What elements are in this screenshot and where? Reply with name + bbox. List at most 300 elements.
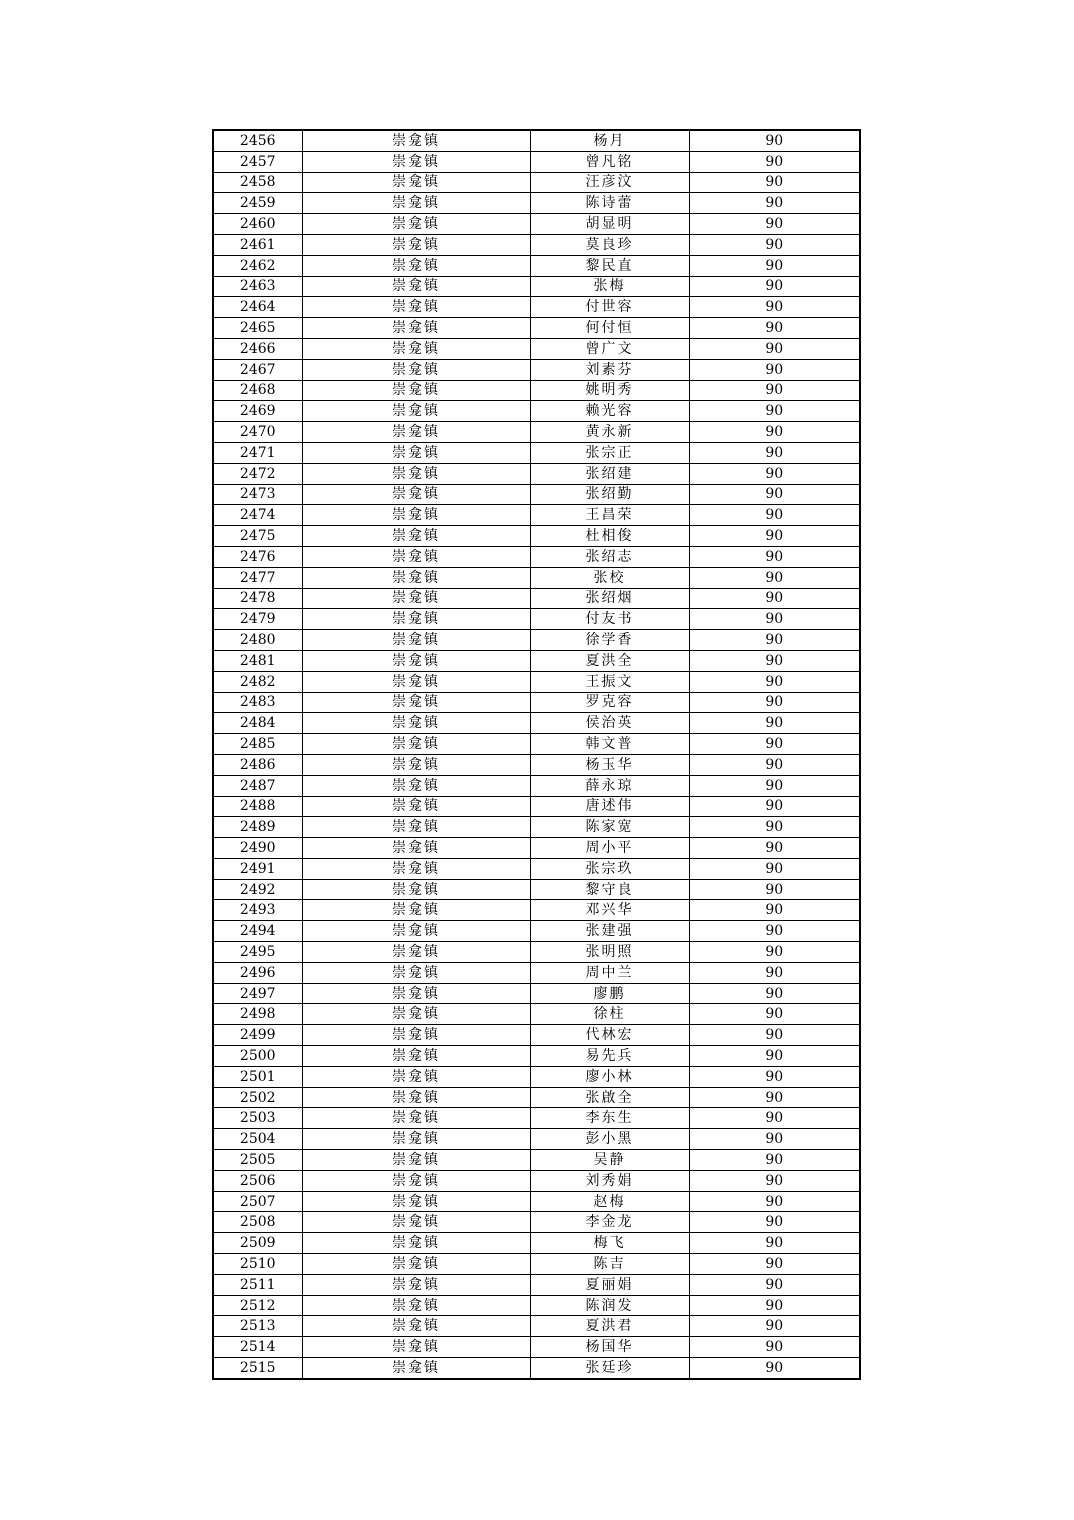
person-name-cell: 徐学香 [530,630,689,651]
table-row [213,1191,860,1212]
person-name-cell: 刘秀娟 [530,1170,689,1191]
town-cell: 崇龛镇 [302,650,530,671]
person-name-cell: 夏洪君 [530,1316,689,1337]
amount-cell: 90 [689,775,860,796]
table-row [213,983,860,1004]
person-name-cell: 张绍烟 [530,588,689,609]
amount-cell: 90 [689,921,860,942]
amount-cell: 90 [689,630,860,651]
amount-cell: 90 [689,838,860,859]
row-number-cell: 2470 [213,422,302,443]
table-row [213,942,860,963]
row-number-cell: 2494 [213,921,302,942]
person-name-cell: 刘素芬 [530,359,689,380]
row-number-cell: 2498 [213,1004,302,1025]
row-number-cell: 2469 [213,401,302,422]
row-number-cell: 2475 [213,526,302,547]
amount-cell: 90 [689,567,860,588]
town-cell: 崇龛镇 [302,255,530,276]
person-name-cell: 侯治英 [530,713,689,734]
person-name-cell: 张廷珍 [530,1358,689,1379]
row-number-cell: 2510 [213,1254,302,1275]
table-row [213,1004,860,1025]
row-number-cell: 2511 [213,1274,302,1295]
town-cell: 崇龛镇 [302,1087,530,1108]
amount-cell: 90 [689,754,860,775]
town-cell: 崇龛镇 [302,942,530,963]
row-number-cell: 2481 [213,650,302,671]
person-name-cell: 赵梅 [530,1191,689,1212]
row-number-cell: 2471 [213,442,302,463]
row-number-cell: 2462 [213,255,302,276]
row-number-cell: 2467 [213,359,302,380]
table-row [213,1233,860,1254]
town-cell: 崇龛镇 [302,921,530,942]
town-cell: 崇龛镇 [302,1316,530,1337]
amount-cell: 90 [689,484,860,505]
person-name-cell: 罗克容 [530,692,689,713]
amount-cell: 90 [689,1358,860,1379]
person-name-cell: 张宗玖 [530,858,689,879]
table-row [213,338,860,359]
table-row [213,151,860,172]
row-number-cell: 2456 [213,130,302,151]
row-number-cell: 2466 [213,338,302,359]
town-cell: 崇龛镇 [302,1150,530,1171]
row-number-cell: 2465 [213,318,302,339]
row-number-cell: 2468 [213,380,302,401]
person-name-cell: 李金龙 [530,1212,689,1233]
town-cell: 崇龛镇 [302,318,530,339]
town-cell: 崇龛镇 [302,422,530,443]
row-number-cell: 2485 [213,734,302,755]
table-row [213,546,860,567]
amount-cell: 90 [689,151,860,172]
person-name-cell: 付友书 [530,609,689,630]
town-cell: 崇龛镇 [302,1295,530,1316]
person-name-cell: 周小平 [530,838,689,859]
table-row [213,609,860,630]
town-cell: 崇龛镇 [302,1254,530,1275]
recipient-table-body [213,130,860,1379]
person-name-cell: 胡显明 [530,214,689,235]
amount-cell: 90 [689,359,860,380]
table-row [213,817,860,838]
table-row [213,671,860,692]
amount-cell: 90 [689,1295,860,1316]
person-name-cell: 张绍志 [530,546,689,567]
table-row [213,1316,860,1337]
amount-cell: 90 [689,1046,860,1067]
person-name-cell: 杨国华 [530,1337,689,1358]
row-number-cell: 2506 [213,1170,302,1191]
amount-cell: 90 [689,692,860,713]
row-number-cell: 2495 [213,942,302,963]
row-number-cell: 2482 [213,671,302,692]
amount-cell: 90 [689,588,860,609]
person-name-cell: 张宗正 [530,442,689,463]
amount-cell: 90 [689,214,860,235]
amount-cell: 90 [689,713,860,734]
amount-cell: 90 [689,442,860,463]
amount-cell: 90 [689,338,860,359]
person-name-cell: 黎民直 [530,255,689,276]
person-name-cell: 张梅 [530,276,689,297]
person-name-cell: 付世容 [530,297,689,318]
row-number-cell: 2460 [213,214,302,235]
town-cell: 崇龛镇 [302,567,530,588]
person-name-cell: 张啟全 [530,1087,689,1108]
town-cell: 崇龛镇 [302,172,530,193]
table-row [213,214,860,235]
amount-cell: 90 [689,817,860,838]
town-cell: 崇龛镇 [302,734,530,755]
person-name-cell: 杜相俊 [530,526,689,547]
row-number-cell: 2514 [213,1337,302,1358]
row-number-cell: 2508 [213,1212,302,1233]
person-name-cell: 陈诗蕾 [530,193,689,214]
row-number-cell: 2474 [213,505,302,526]
amount-cell: 90 [689,318,860,339]
amount-cell: 90 [689,1212,860,1233]
amount-cell: 90 [689,172,860,193]
amount-cell: 90 [689,942,860,963]
amount-cell: 90 [689,1191,860,1212]
amount-cell: 90 [689,650,860,671]
amount-cell: 90 [689,193,860,214]
person-name-cell: 梅飞 [530,1233,689,1254]
person-name-cell: 薛永琼 [530,775,689,796]
town-cell: 崇龛镇 [302,401,530,422]
row-number-cell: 2457 [213,151,302,172]
town-cell: 崇龛镇 [302,1191,530,1212]
person-name-cell: 何付恒 [530,318,689,339]
table-row [213,234,860,255]
row-number-cell: 2480 [213,630,302,651]
person-name-cell: 廖小林 [530,1066,689,1087]
town-cell: 崇龛镇 [302,692,530,713]
table-row [213,567,860,588]
person-name-cell: 张校 [530,567,689,588]
town-cell: 崇龛镇 [302,484,530,505]
table-row [213,879,860,900]
table-row [213,505,860,526]
person-name-cell: 陈润发 [530,1295,689,1316]
row-number-cell: 2486 [213,754,302,775]
amount-cell: 90 [689,1025,860,1046]
person-name-cell: 莫良珍 [530,234,689,255]
table-row [213,1254,860,1275]
table-row [213,1212,860,1233]
table-row [213,921,860,942]
person-name-cell: 韩文普 [530,734,689,755]
person-name-cell: 邓兴华 [530,900,689,921]
row-number-cell: 2497 [213,983,302,1004]
person-name-cell: 彭小黑 [530,1129,689,1150]
amount-cell: 90 [689,1108,860,1129]
town-cell: 崇龛镇 [302,1004,530,1025]
row-number-cell: 2483 [213,692,302,713]
row-number-cell: 2479 [213,609,302,630]
row-number-cell: 2490 [213,838,302,859]
table-row [213,734,860,755]
table-row [213,1358,860,1379]
table-row [213,754,860,775]
town-cell: 崇龛镇 [302,1108,530,1129]
town-cell: 崇龛镇 [302,817,530,838]
table-row [213,318,860,339]
amount-cell: 90 [689,1233,860,1254]
town-cell: 崇龛镇 [302,1274,530,1295]
row-number-cell: 2503 [213,1108,302,1129]
table-row [213,297,860,318]
person-name-cell: 张明照 [530,942,689,963]
row-number-cell: 2476 [213,546,302,567]
row-number-cell: 2487 [213,775,302,796]
person-name-cell: 陈家宽 [530,817,689,838]
amount-cell: 90 [689,546,860,567]
row-number-cell: 2502 [213,1087,302,1108]
person-name-cell: 易先兵 [530,1046,689,1067]
town-cell: 崇龛镇 [302,359,530,380]
town-cell: 崇龛镇 [302,193,530,214]
amount-cell: 90 [689,1316,860,1337]
table-row [213,130,860,151]
row-number-cell: 2501 [213,1066,302,1087]
amount-cell: 90 [689,1004,860,1025]
amount-cell: 90 [689,734,860,755]
person-name-cell: 廖鹏 [530,983,689,1004]
town-cell: 崇龛镇 [302,380,530,401]
table-row [213,775,860,796]
table-row [213,526,860,547]
town-cell: 崇龛镇 [302,630,530,651]
person-name-cell: 黄永新 [530,422,689,443]
row-number-cell: 2488 [213,796,302,817]
table-row [213,422,860,443]
person-name-cell: 李东生 [530,1108,689,1129]
table-row [213,1295,860,1316]
town-cell: 崇龛镇 [302,609,530,630]
table-row [213,484,860,505]
table-row [213,796,860,817]
amount-cell: 90 [689,1066,860,1087]
table-row [213,401,860,422]
amount-cell: 90 [689,796,860,817]
town-cell: 崇龛镇 [302,1212,530,1233]
town-cell: 崇龛镇 [302,1046,530,1067]
table-row [213,588,860,609]
row-number-cell: 2499 [213,1025,302,1046]
town-cell: 崇龛镇 [302,1066,530,1087]
table-row [213,380,860,401]
row-number-cell: 2478 [213,588,302,609]
amount-cell: 90 [689,401,860,422]
town-cell: 崇龛镇 [302,983,530,1004]
amount-cell: 90 [689,609,860,630]
town-cell: 崇龛镇 [302,713,530,734]
row-number-cell: 2492 [213,879,302,900]
table-row [213,1108,860,1129]
table-row [213,692,860,713]
amount-cell: 90 [689,1337,860,1358]
person-name-cell: 唐述伟 [530,796,689,817]
town-cell: 崇龛镇 [302,858,530,879]
table-row [213,713,860,734]
table-row [213,172,860,193]
person-name-cell: 杨玉华 [530,754,689,775]
person-name-cell: 张绍建 [530,463,689,484]
town-cell: 崇龛镇 [302,879,530,900]
person-name-cell: 赖光容 [530,401,689,422]
table-row [213,1025,860,1046]
town-cell: 崇龛镇 [302,588,530,609]
row-number-cell: 2512 [213,1295,302,1316]
recipient-table [212,129,861,1380]
amount-cell: 90 [689,671,860,692]
table-row [213,1046,860,1067]
person-name-cell: 周中兰 [530,962,689,983]
table-row [213,1337,860,1358]
town-cell: 崇龛镇 [302,276,530,297]
person-name-cell: 曾凡铭 [530,151,689,172]
table-row [213,1087,860,1108]
table-row [213,276,860,297]
table-row [213,962,860,983]
row-number-cell: 2464 [213,297,302,318]
town-cell: 崇龛镇 [302,900,530,921]
table-row [213,1170,860,1191]
row-number-cell: 2515 [213,1358,302,1379]
town-cell: 崇龛镇 [302,505,530,526]
town-cell: 崇龛镇 [302,1129,530,1150]
row-number-cell: 2472 [213,463,302,484]
amount-cell: 90 [689,900,860,921]
person-name-cell: 王振文 [530,671,689,692]
row-number-cell: 2489 [213,817,302,838]
row-number-cell: 2458 [213,172,302,193]
town-cell: 崇龛镇 [302,1170,530,1191]
town-cell: 崇龛镇 [302,463,530,484]
town-cell: 崇龛镇 [302,796,530,817]
amount-cell: 90 [689,1274,860,1295]
amount-cell: 90 [689,234,860,255]
amount-cell: 90 [689,505,860,526]
amount-cell: 90 [689,1129,860,1150]
amount-cell: 90 [689,1254,860,1275]
table-row [213,255,860,276]
amount-cell: 90 [689,526,860,547]
town-cell: 崇龛镇 [302,754,530,775]
row-number-cell: 2504 [213,1129,302,1150]
town-cell: 崇龛镇 [302,546,530,567]
row-number-cell: 2500 [213,1046,302,1067]
person-name-cell: 汪彦汶 [530,172,689,193]
amount-cell: 90 [689,422,860,443]
town-cell: 崇龛镇 [302,214,530,235]
row-number-cell: 2473 [213,484,302,505]
table-row [213,442,860,463]
person-name-cell: 陈吉 [530,1254,689,1275]
row-number-cell: 2491 [213,858,302,879]
row-number-cell: 2461 [213,234,302,255]
table-row [213,359,860,380]
amount-cell: 90 [689,1170,860,1191]
person-name-cell: 张建强 [530,921,689,942]
town-cell: 崇龛镇 [302,962,530,983]
amount-cell: 90 [689,255,860,276]
row-number-cell: 2513 [213,1316,302,1337]
row-number-cell: 2463 [213,276,302,297]
person-name-cell: 黎守良 [530,879,689,900]
table-row [213,1150,860,1171]
town-cell: 崇龛镇 [302,297,530,318]
town-cell: 崇龛镇 [302,1358,530,1379]
person-name-cell: 杨月 [530,130,689,151]
town-cell: 崇龛镇 [302,234,530,255]
town-cell: 崇龛镇 [302,151,530,172]
row-number-cell: 2509 [213,1233,302,1254]
person-name-cell: 徐柱 [530,1004,689,1025]
person-name-cell: 姚明秀 [530,380,689,401]
table-row [213,900,860,921]
amount-cell: 90 [689,380,860,401]
town-cell: 崇龛镇 [302,1025,530,1046]
row-number-cell: 2493 [213,900,302,921]
person-name-cell: 王昌荣 [530,505,689,526]
table-row [213,1274,860,1295]
row-number-cell: 2459 [213,193,302,214]
row-number-cell: 2505 [213,1150,302,1171]
table-row [213,193,860,214]
person-name-cell: 吴静 [530,1150,689,1171]
row-number-cell: 2496 [213,962,302,983]
town-cell: 崇龛镇 [302,1233,530,1254]
amount-cell: 90 [689,983,860,1004]
person-name-cell: 曾广文 [530,338,689,359]
town-cell: 崇龛镇 [302,671,530,692]
amount-cell: 90 [689,276,860,297]
amount-cell: 90 [689,1087,860,1108]
town-cell: 崇龛镇 [302,775,530,796]
amount-cell: 90 [689,463,860,484]
amount-cell: 90 [689,879,860,900]
amount-cell: 90 [689,858,860,879]
table-row [213,1129,860,1150]
row-number-cell: 2507 [213,1191,302,1212]
town-cell: 崇龛镇 [302,1337,530,1358]
amount-cell: 90 [689,962,860,983]
person-name-cell: 夏丽娟 [530,1274,689,1295]
table-row [213,838,860,859]
town-cell: 崇龛镇 [302,442,530,463]
person-name-cell: 代林宏 [530,1025,689,1046]
person-name-cell: 张绍勤 [530,484,689,505]
row-number-cell: 2477 [213,567,302,588]
town-cell: 崇龛镇 [302,130,530,151]
row-number-cell: 2484 [213,713,302,734]
person-name-cell: 夏洪全 [530,650,689,671]
town-cell: 崇龛镇 [302,526,530,547]
table-row [213,630,860,651]
table-row [213,858,860,879]
table-row [213,463,860,484]
amount-cell: 90 [689,297,860,318]
table-row [213,650,860,671]
amount-cell: 90 [689,130,860,151]
town-cell: 崇龛镇 [302,838,530,859]
town-cell: 崇龛镇 [302,338,530,359]
